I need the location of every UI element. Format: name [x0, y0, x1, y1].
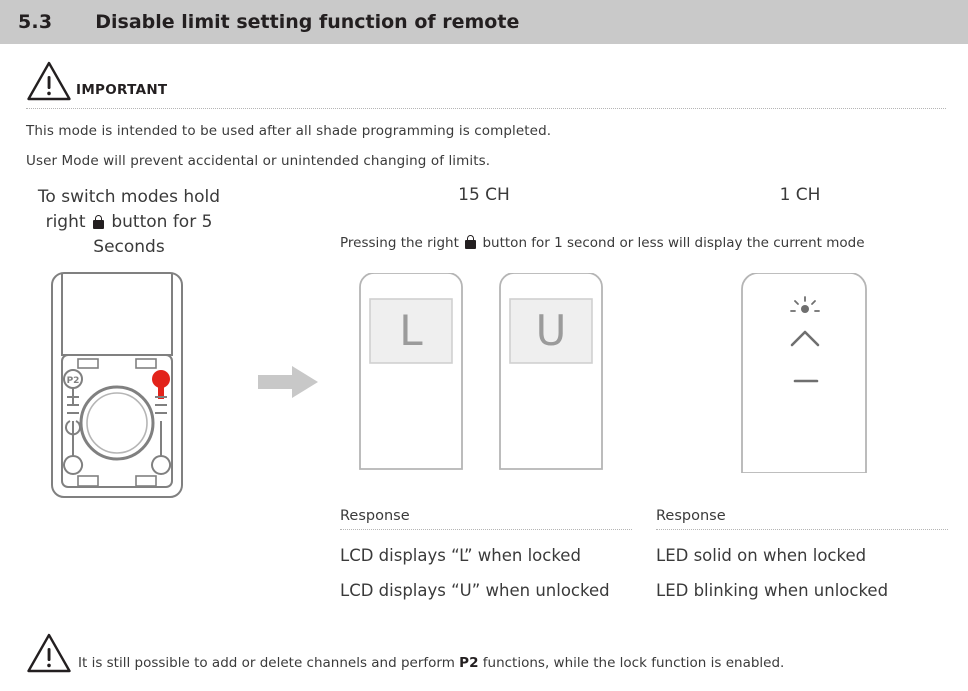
press-note	[340, 235, 865, 251]
column-titles	[0, 185, 968, 265]
response-line-locked: LED solid on when locked	[656, 546, 867, 565]
column-title-15ch: 15 CH	[458, 185, 510, 205]
press-note-after: button for 1 second or less will display the current mode	[482, 235, 865, 251]
section-number: 5.3	[18, 11, 53, 33]
footer-text-after: functions, while the lock function is enabled.	[478, 655, 785, 671]
switch-modes-text-after: button for 5 Seconds	[93, 212, 213, 257]
footer-note-text	[78, 655, 784, 671]
response-divider	[340, 529, 632, 530]
warning-triangle-icon	[26, 632, 72, 674]
footer-note	[26, 632, 956, 674]
response-label: Response	[656, 508, 726, 524]
important-paragraph-1: This mode is intended to be used after all shade programming is completed.	[26, 123, 552, 139]
response-line-unlocked: LCD displays “U” when unlocked	[340, 581, 610, 600]
lock-icon	[465, 235, 476, 249]
svg-text:L: L	[399, 306, 423, 355]
important-divider	[26, 108, 946, 109]
switch-modes-text-before: To switch modes hold right	[37, 187, 221, 232]
svg-text:U: U	[535, 306, 567, 355]
column-title-1ch: 1 CH	[779, 185, 821, 205]
response-divider	[656, 529, 948, 530]
lcd-remote-unlocked	[492, 273, 610, 477]
lock-icon	[93, 215, 104, 229]
switch-modes-instruction	[18, 185, 240, 260]
important-callout	[26, 58, 968, 102]
arrow-right-icon	[258, 365, 320, 403]
page-title: Disable limit setting function of remote	[95, 11, 520, 33]
lcd-remote-locked	[352, 273, 470, 477]
remote-back-illustration	[48, 271, 228, 505]
illustration-row	[0, 265, 968, 505]
response-line-locked: LCD displays “L” when locked	[340, 546, 581, 565]
response-label: Response	[340, 508, 410, 524]
footer-text-before: It is still possible to add or delete channels and perform	[78, 655, 460, 671]
press-note-before: Pressing the right	[340, 235, 459, 251]
footer-text-bold: P2	[459, 655, 479, 671]
section-header	[0, 0, 968, 44]
response-block-led	[656, 508, 948, 600]
response-block-lcd	[340, 508, 632, 600]
response-line-unlocked: LED blinking when unlocked	[656, 581, 889, 600]
warning-triangle-icon	[26, 60, 72, 102]
svg-text:P2: P2	[66, 376, 80, 386]
important-label: IMPORTANT	[76, 82, 168, 98]
important-paragraph-2: User Mode will prevent accidental or unintended changing of limits.	[26, 153, 491, 169]
led-remote	[738, 273, 874, 477]
